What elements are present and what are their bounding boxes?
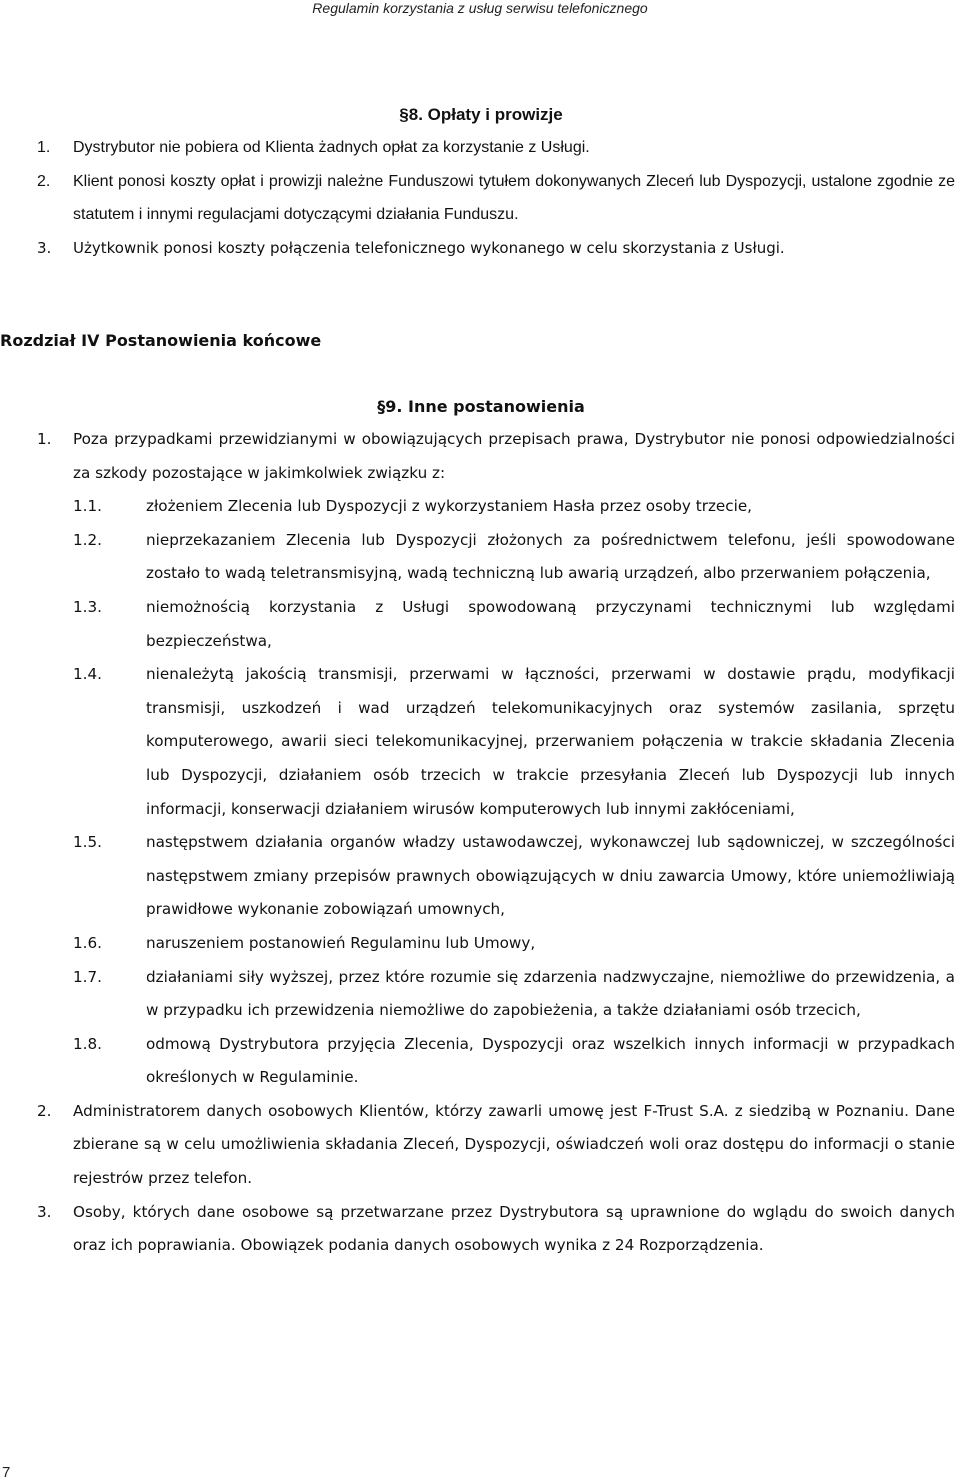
section-9-item-2 [37, 1095, 955, 1196]
item-number: 1. [37, 139, 51, 156]
subitem-text: naruszeniem postanowień Regulaminu lub Umowy, [146, 933, 536, 952]
section-8-item-2 [37, 165, 955, 232]
section-9-item-1 [37, 423, 955, 490]
subitem-number: 1.6. [73, 933, 102, 952]
section-9-heading: §9. Inne postanowienia [377, 397, 585, 416]
item-number: 2. [37, 1101, 52, 1120]
subitem-1-1 [73, 490, 955, 524]
subitem-number: 1.2. [73, 530, 102, 549]
item-text: Użytkownik ponosi koszty połączenia telefonicznego wykonanego w celu skorzystania z Usługi. [73, 238, 785, 257]
item-text: Klient ponosi koszty opłat i prowizji należne Funduszowi tytułem dokonywanych Zleceń lub Dyspozycji, ustalone zgodnie ze statutem i innymi regulacjami dotyczącymi działania Funduszu. [73, 172, 955, 223]
subitem-text: nieprzekazaniem Zlecenia lub Dyspozycji złożonych za pośrednictwem telefonu, jeśli spowodowane zostało to wadą teletransmisyjną, wadą techniczną lub awarią urządzeń, albo przerwaniem połączenia, [146, 530, 955, 583]
subitem-1-8 [73, 1028, 955, 1095]
section-8-item-3 [37, 232, 955, 266]
section-9-item-3 [37, 1196, 955, 1263]
section-8-heading: §8. Opłaty i prowizje [399, 105, 563, 124]
item-number: 3. [37, 238, 52, 257]
running-header: Regulamin korzystania z usług serwisu telefonicznego [312, 0, 648, 16]
subitem-text: odmową Dystrybutora przyjęcia Zlecenia, Dyspozycji oraz wszelkich innych informacji w przypadkach określonych w Regulaminie. [146, 1034, 955, 1087]
item-number: 1. [37, 430, 52, 448]
item-number: 2. [37, 172, 51, 190]
subitem-1-2 [73, 524, 955, 591]
subitem-1-5 [73, 826, 955, 927]
subitem-1-4 [73, 658, 955, 826]
subitem-number: 1.5. [73, 833, 102, 852]
subitem-text: działaniami siły wyższej, przez które rozumie się zdarzenia nadzwyczajne, niemożliwe do przewidzenia, a w przypadku ich przewidzenia niemożliwe do zapobieżenia, a także działaniami osób trzecich, [146, 967, 955, 1020]
subitem-number: 1.4. [73, 665, 102, 684]
document-body [0, 98, 955, 1263]
subitem-number: 1.8. [73, 1034, 102, 1053]
item-text: Dystrybutor nie pobiera od Klienta żadnych opłat za korzystanie z Usługi. [73, 139, 590, 156]
subitem-text: niemożnością korzystania z Usługi spowodowaną przyczynami technicznymi lub względami bezpieczeństwa, [146, 597, 955, 650]
item-text: Osoby, których dane osobowe są przetwarzane przez Dystrybutora są uprawnione do wglądu do swoich danych oraz ich poprawiania. Obowiązek podania danych osobowych wynika z 24 Rozporządzenia. [73, 1202, 955, 1255]
subitem-number: 1.7. [73, 967, 102, 986]
subitem-1-3 [73, 591, 955, 658]
subitem-1-6 [73, 927, 955, 961]
page-number: 7 [2, 1464, 11, 1481]
subitem-number: 1.1. [73, 497, 102, 516]
item-number: 3. [37, 1202, 52, 1221]
subitem-text: złożeniem Zlecenia lub Dyspozycji z wykorzystaniem Hasła przez osoby trzecie, [146, 497, 753, 516]
subitem-1-7 [73, 961, 955, 1028]
subitem-text: nienależytą jakością transmisji, przerwami w łączności, przerwami w dostawie prądu, modyfikacji transmisji, uszkodzeń i wad urządzeń telekomunikacyjnych oraz systemów zasilania, sprzętu komputerowego, awarii sieci telekomunikacyjnej, przerwaniem połączenia w trakcie składania Zlecenia lub Dyspozycji, działaniem osób trzecich w trakcie przesyłania Zleceń lub Dyspozycji lub innych informacji, konserwacji działaniem wirusów komputerowych lub innymi zakłóceniami, [146, 665, 955, 818]
subitem-number: 1.3. [73, 597, 102, 616]
item-text: Poza przypadkami przewidzianymi w obowiązujących przepisach prawa, Dystrybutor nie ponosi odpowiedzialności za szkody pozostające w jakimkolwiek związku z: [73, 430, 955, 482]
section-8-item-1 [37, 131, 955, 165]
chapter-title: Rozdział IV Postanowienia końcowe [0, 331, 322, 350]
subitem-text: następstwem działania organów władzy ustawodawczej, wykonawczej lub sądowniczej, w szczególności następstwem zmiany przepisów prawnych obowiązujących w dniu zawarcia Umowy, które uniemożliwiają prawidłowe wykonanie zobowiązań umownych, [146, 833, 955, 919]
item-text: Administratorem danych osobowych Klientów, którzy zawarli umowę jest F-Trust S.A. z siedzibą w Poznaniu. Dane zbierane są w celu umożliwienia składania Zleceń, Dyspozycji, oświadczeń woli oraz dostępu do informacji o stanie rejestrów przez telefon. [73, 1101, 955, 1188]
